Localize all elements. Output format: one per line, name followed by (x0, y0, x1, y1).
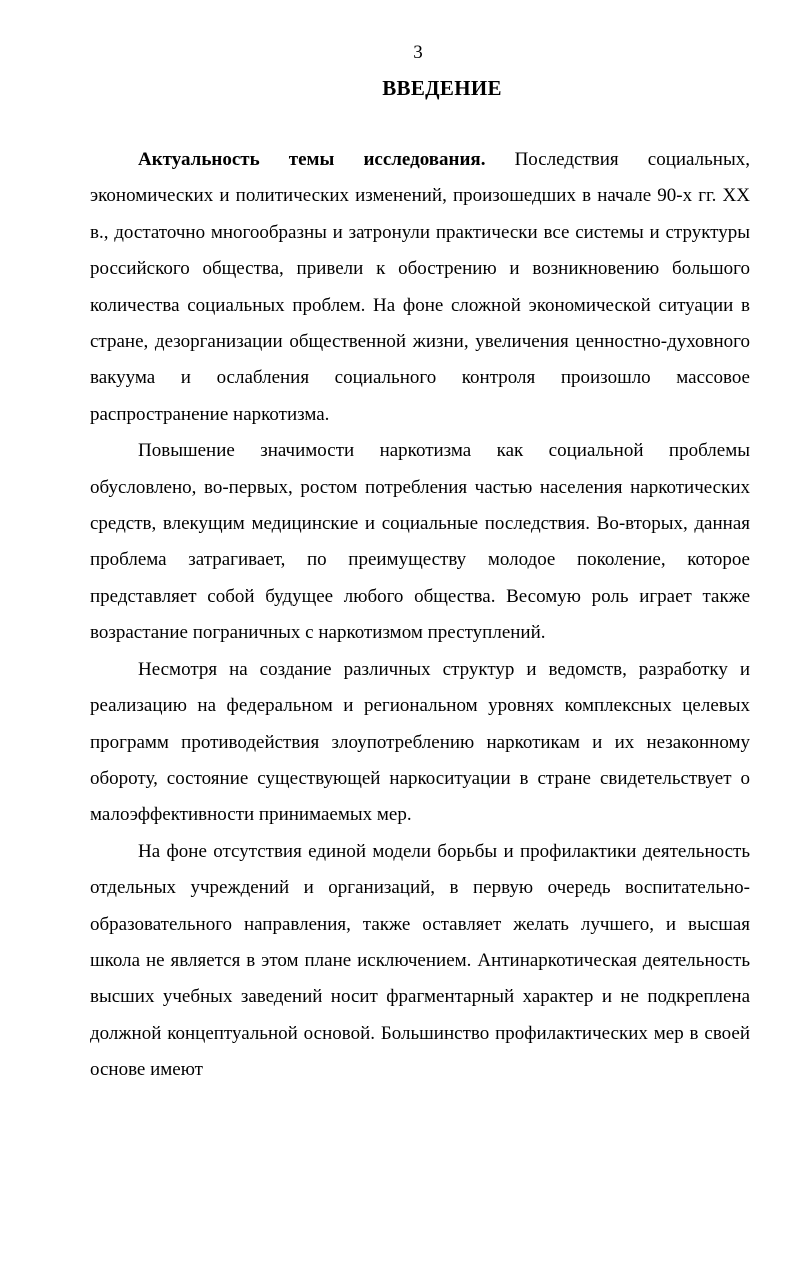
document-body (90, 142, 750, 1089)
paragraph-text: Повышение значимости наркотизма как социальной проблемы обусловлено, во-первых, ростом потребления частью населения наркотических средств, влекущим медицинские и социальные последствия. Во-вторых, данная проблема затрагивает, по преимуществу молодое поколение, которое представляет собой будущее любого общества. Весомую роль играет также возрастание пограничных с наркотизмом преступлений. (90, 440, 750, 644)
paragraph-text: На фоне отсутствия единой модели борьбы и профилактики деятельность отдельных учреждений и организаций, в первую очередь воспитательно-образовательного направления, также оставляет желать лучшего, и высшая школа не является в этом плане исключением. Антинаркотическая деятельность высших учебных заведений носит фрагментарный характер и не подкреплена должной концептуальной основой. Большинство профилактических мер в своей основе имеют (90, 840, 750, 1081)
paragraph-prevention (90, 834, 750, 1089)
paragraph-programs (90, 652, 750, 834)
paragraph-relevance (90, 142, 750, 433)
paragraph-text: Последствия социальных, экономических и политических изменений, произошедших в начале 90-х гг. XX в., достаточно многообразны и затронули практически все системы и структуры российского общества, привели к обострению и возникновению большого количества социальных проблем. На фоне сложной экономической ситуации в стране, дезорганизации общественной жизни, увеличения ценностно-духовного вакуума и ослабления социального контроля произошло массовое распространение наркотизма. (90, 149, 750, 425)
paragraph-lead: Актуальность темы исследования. (138, 149, 486, 170)
paragraph-significance (90, 433, 750, 651)
paragraph-text: Несмотря на создание различных структур и ведомств, разработку и реализацию на федеральном и региональном уровнях комплексных целевых программ противодействия злоупотреблению наркотикам и их незаконному обороту, состояние существующей наркоситуации в стране свидетельствует о малоэффективности принимаемых мер. (90, 658, 750, 826)
section-heading: ВВЕДЕНИЕ (382, 76, 502, 100)
page-number: 3 (413, 42, 423, 63)
